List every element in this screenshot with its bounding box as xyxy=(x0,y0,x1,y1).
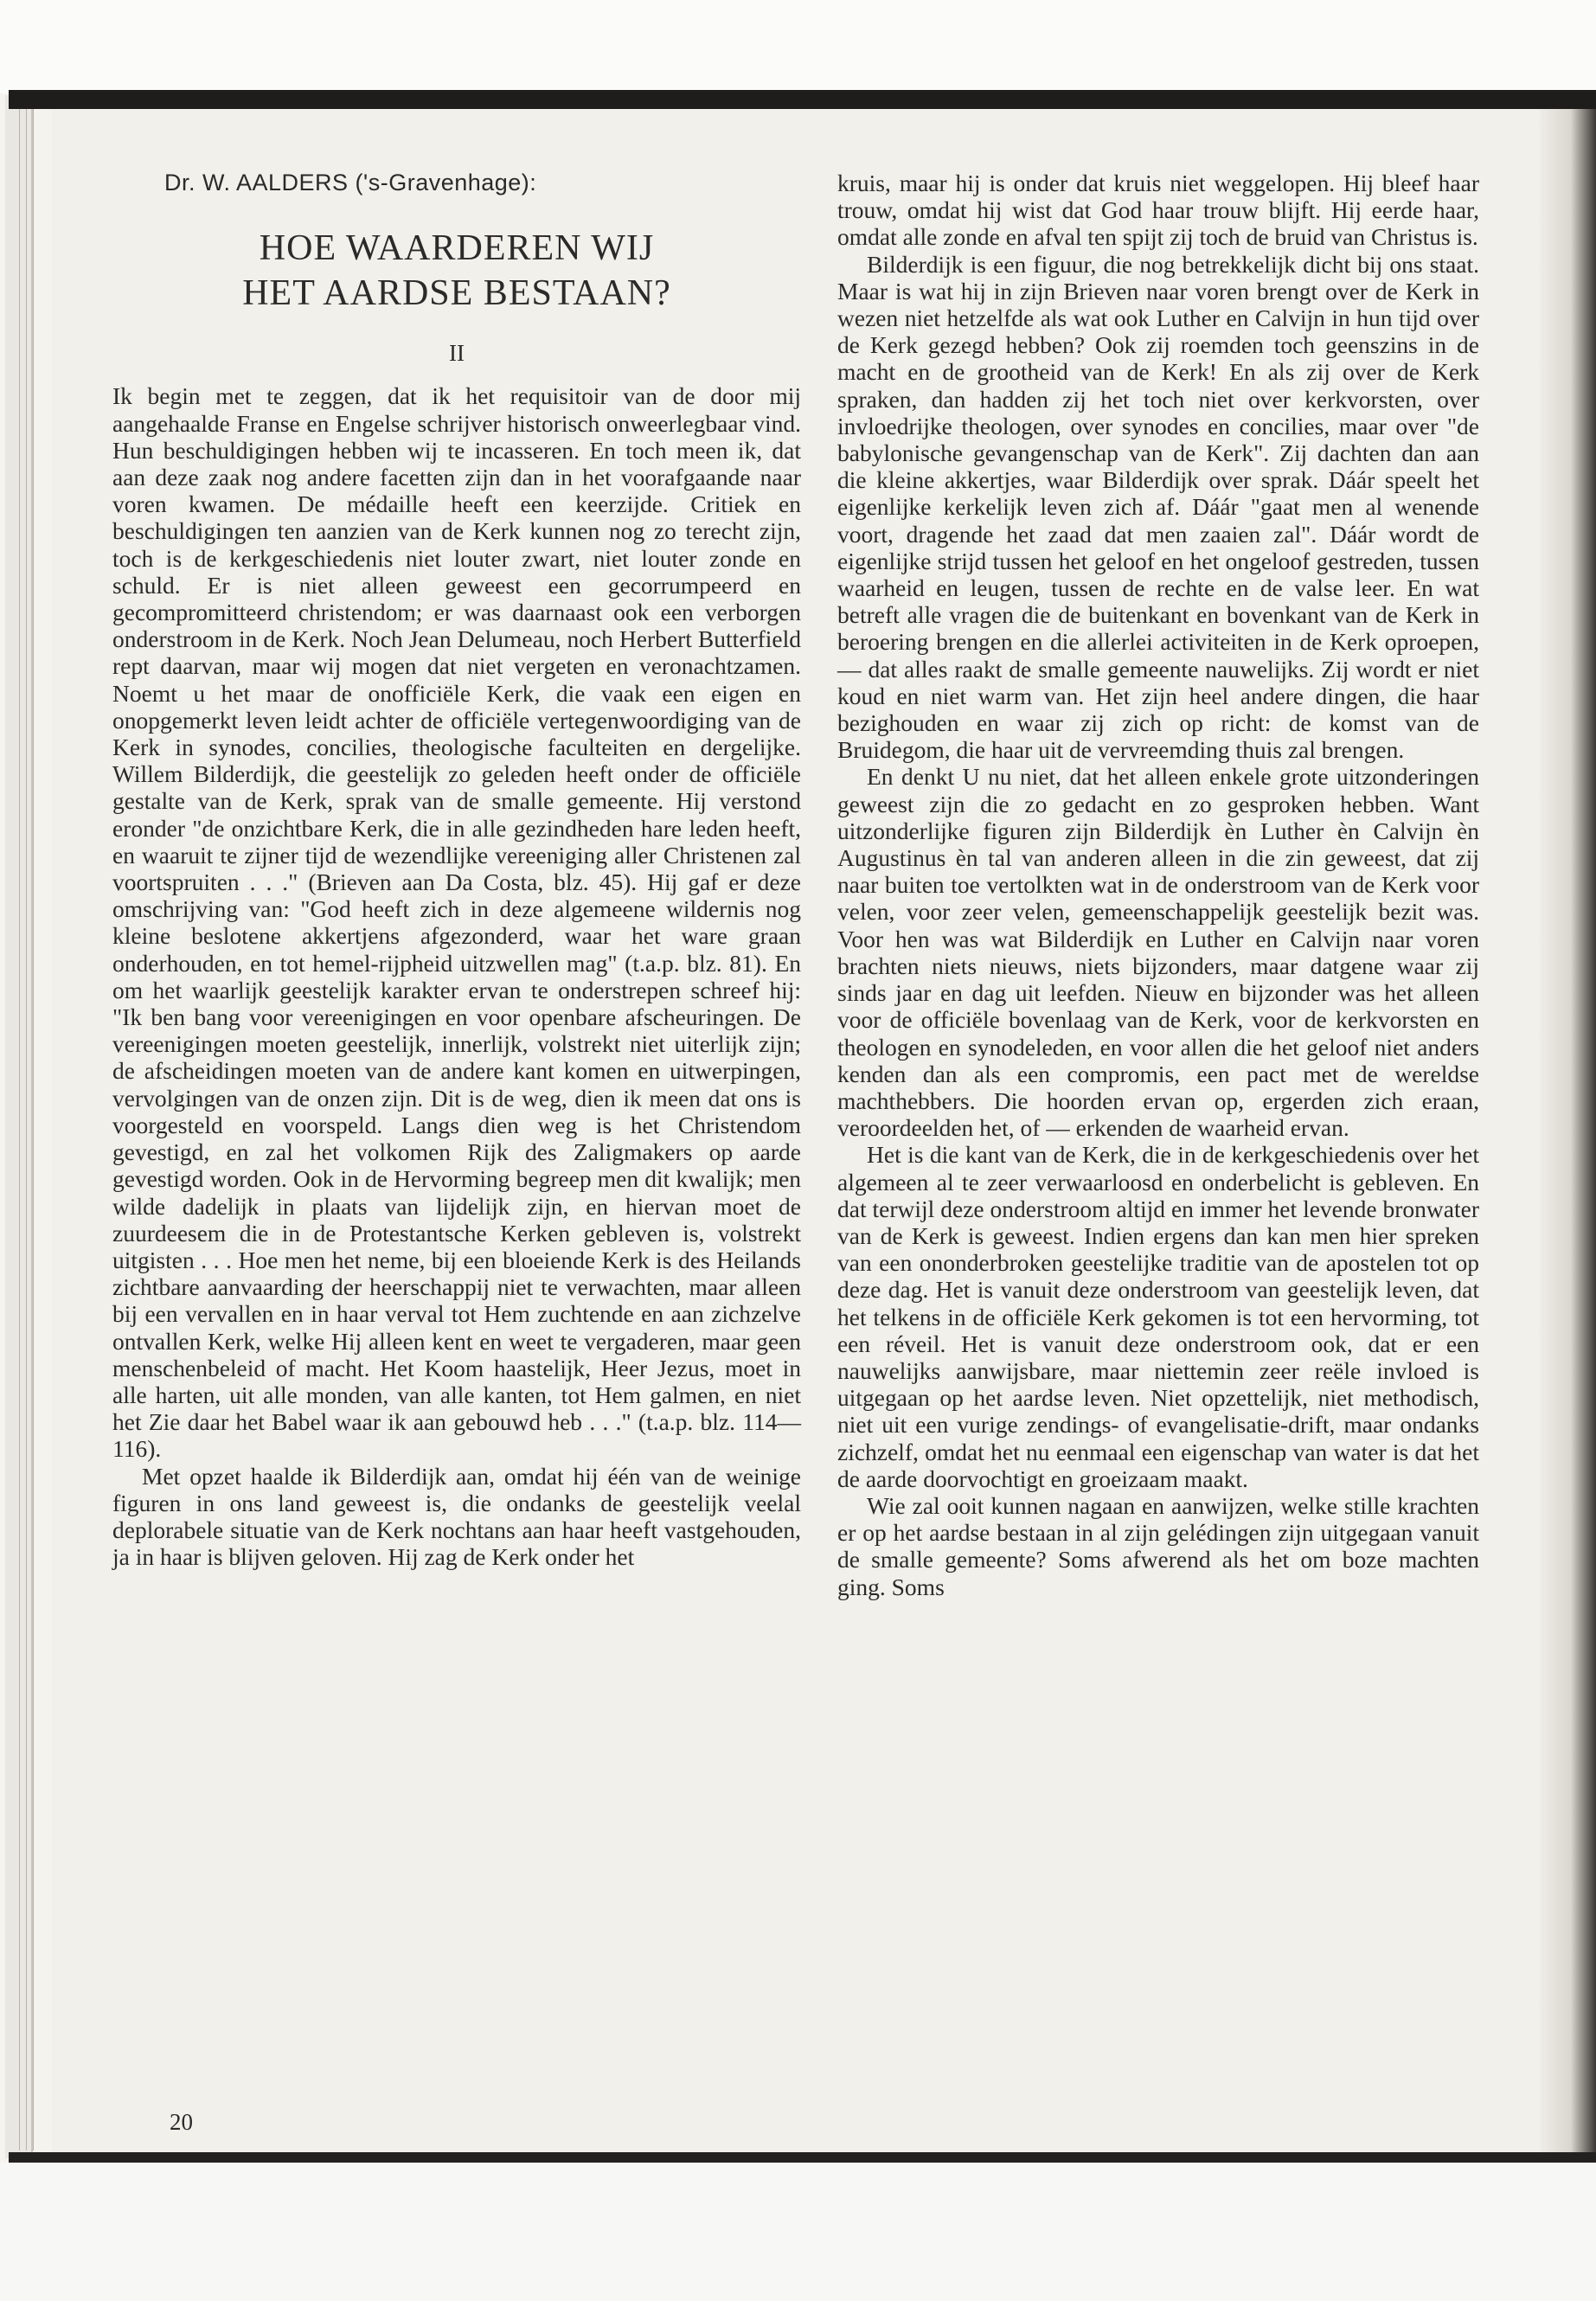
left-column xyxy=(112,170,801,1570)
book-fore-edge xyxy=(1540,109,1596,2159)
page-edge-line xyxy=(33,109,34,2150)
scan-margin-bottom xyxy=(0,2163,1596,2301)
paragraph: Wie zal ooit kunnen nagaan en aanwijzen, welke stille krachten er op het aardse bestaan in al zijn gelédingen zijn uitgegaan vanuit de smalle gemeente? Soms afwerend als het om boze machten ging. Soms xyxy=(837,1491,1479,1600)
paragraph: En denkt U nu niet, dat het alleen enkele grote uitzonderingen geweest zijn die zo gedacht en zo gesproken hebben. Want uitzonderlijke figuren zijn Bilderdijk èn Luther èn Calvijn èn Augustinus èn tal van anderen alleen in die zin geweest, dat zij naar buiten toe vertolkten wat in de onderstroom van de Kerk voor velen, voor zeer velen, gemeenschappelijk geestelijk bezit was. Voor hen was wat Bilderdijk en Luther en Calvijn naar voren brachten niets nieuws, niets bijzonders, maar datgene waar zij sinds jaar en dag uit leefden. Nieuw en bijzonder was het alleen voor de officiële bovenlaag van de Kerk, voor de kerkvorsten en theologen en synodeleden, en voor allen die het geloof niet anders kenden dan als een compromis, een pact met de wereldse machthebbers. Die hoorden ervan op, ergerden zich eraan, veroordeelden het, of — erkenden de waarheid ervan. xyxy=(837,763,1479,1142)
section-number: II xyxy=(449,340,465,367)
page-edge-line xyxy=(26,109,27,2150)
page-number: 20 xyxy=(170,2109,193,2135)
paragraph: kruis, maar hij is onder dat kruis niet weggelopen. Hij bleef haar trouw, omdat hij wist dat God haar trouw blijft. Hij eerde haar, omdat alle zonde en afval ten spijt zij toch de bruid van Christus is. xyxy=(837,170,1479,251)
title-line-1: HOE WAARDEREN WIJ xyxy=(259,228,655,269)
scan-margin-top xyxy=(0,0,1596,93)
title-line-2: HET AARDSE BESTAAN? xyxy=(242,273,671,314)
paragraph: Met opzet haalde ik Bilderdijk aan, omdat hij één van de weinige figuren in ons land geweest is, die ondanks de geestelijk veelal deplorabele situatie van de Kerk nochtans aan haar heeft vastgehouden, ja in haar is blijven geloven. Hij zag de Kerk onder het xyxy=(112,1462,801,1571)
article-title xyxy=(112,226,801,316)
scan-border-top xyxy=(9,90,1596,109)
right-column xyxy=(837,170,1479,1600)
paragraph: Bilderdijk is een figuur, die nog betrekkelijk dicht bij ons staat. Maar is wat hij in zijn Brieven naar voren brengt over de Kerk in wezen niet hetzelfde als wat ook Luther en Calvijn in hun tijd over de Kerk gezegd hebben? Ook zij roemden toch geenszins in de macht en de grootheid van de Kerk! En als zij over de Kerk spraken, dan hadden zij het toch niet over kerkvorsten, over invloedrijke theologen, over synodes en concilies, maar over "de babylonische gevangenschap van de Kerk". Zij dachten dan aan die kleine akkertjes, waar Bilderdijk over sprak. Dáár speelt het eigenlijke kerkelijk leven zich af. Dáár "gaat men al wenende voort, dragende het zaad dat men zaaien zal". Dáár wordt de eigenlijke strijd tussen het geloof en het ongeloof gestreden, tussen waarheid en leugen, tussen de rechte en de valse leer. En wat betreft alle vragen die de buitenkant en bovenkant van de Kerk in beroering brengen en die allerlei activiteiten in de Kerk oproepen, — dat alles raakt de smalle gemeente nauwelijks. Zij wordt er niet koud en niet warm van. Het zijn heel andere dingen, die haar bezighouden en waar zij zich op richt: de komst van de Bruidegom, die haar uit de vervreemding thuis zal brengen. xyxy=(837,250,1479,764)
page-edge-line xyxy=(19,109,20,2150)
article-author: Dr. W. AALDERS ('s-Gravenhage): xyxy=(164,170,537,195)
paragraph: Ik begin met te zeggen, dat ik het requisitoir van de door mij aangehaalde Franse en Engelse schrijver historisch onweerlegbaar vind. Hun beschuldigingen hebben wij te incasseren. En toch meen ik, dat aan deze zaak nog andere facetten zijn dan in het voorafgaande naar voren kwamen. De médaille heeft een keerzijde. Critiek en beschuldigingen ten aanzien van de Kerk kunnen nog zo terecht zijn, toch is de kerkgeschiedenis niet louter zwart, niet louter zonde en schuld. Er is niet alleen geweest een gecorrumpeerd en gecompromitteerd christendom; er was daarnaast ook een verborgen onderstroom in de Kerk. Noch Jean Delumeau, noch Herbert Butterfield rept daarvan, maar wij mogen dat niet vergeten en veronachtzamen. Noemt u het maar de onofficiële Kerk, die vaak een eigen en onopgemerkt leven leidt achter de officiële vertegenwoordiging van de Kerk in synodes, concilies, theologische faculteiten en dergelijke. Willem Bilderdijk, die geestelijk zo geleden heeft onder de officiële gestalte van de Kerk, sprak van de smalle gemeente. Hij verstond eronder "de onzichtbare Kerk, die in alle gezindheden hare leden heeft, en waaruit te zijner tijd de wezendlijke vereeniging aller Christenen zal voortspruiten . . ." (Brieven aan Da Costa, blz. 45). Hij gaf er deze omschrijving van: "God heeft zich in deze algemeene wildernis nog kleine beslotene akkertjens afgezonderd, waar het ware graan onderhouden, en tot hemel-rijpheid uitzwellen mag" (t.a.p. blz. 81). En om het waarlijk geestelijk karakter ervan te onderstrepen schreef hij: "Ik ben bang voor vereenigingen en voor openbare afscheuringen. De vereenigingen moeten geestelijk, innerlijk, volstrekt niet uiterlijk zijn; de afscheidingen moeten van de andere kant komen en uitwerpingen, vervolgingen van de onzen zijn. Dit is de weg, dien ik meen dat ons is voorgesteld en voorspeld. Langs dien weg is het Christendom gevestigd, en zal het volkomen Rijk des Zaligmakers op aarde gevestigd worden. Ook in de Hervorming begreep men dit kwalijk; men wilde dadelijk in plaats van lijdelijk zijn, en hiervan moet de zuurdeesem die in de Protestantsche Kerken gebleven is, volstrekt uitgisten . . . Hoe men het neme, bij een bloeiende Kerk is des Heilands zichtbare aanvaarding der heerschappij niet te verwachten, maar alleen bij een vervallen en in haar verval tot Hem zuchtende en aan zichzelve ontvallen Kerk, welke Hij alleen kent en weet te vergaderen, maar geen menschenbeleid of macht. Het Koom haastelijk, Heer Jezus, moet in alle harten, uit alle monden, van alle kanten, tot Hem galmen, en niet het Zie daar het Babel waar ik aan gebouwd heb . . ." (t.a.p. blz. 114—116). xyxy=(112,382,801,1463)
paragraph: Het is die kant van de Kerk, die in de kerkgeschiedenis over het algemeen al te zeer verwaarloosd en onderbelicht is gebleven. En dat terwijl deze onderstroom altijd en immer het levende bronwater van de Kerk is geweest. Indien ergens dan kan men hier spreken van een ononderbroken geestelijke traditie van de apostelen tot op deze dag. Het is vanuit deze onderstroom van geestelijk leven, dat het telkens in de officiële Kerk gekomen is tot een hervorming, tot een réveil. Het is vanuit deze onderstroom ook, dat er een nauwelijks aanwijsbare, maar niettemin zeer reële invloed is uitgegaan op het aardse leven. Niet opzettelijk, niet methodisch, niet uit een vurige zendings- of evangelisatie-drift, maar ondanks zichzelf, omdat het nu eenmaal een eigenschap van water is dat het de aarde doorvochtigt en groeizaam maakt. xyxy=(837,1141,1479,1492)
